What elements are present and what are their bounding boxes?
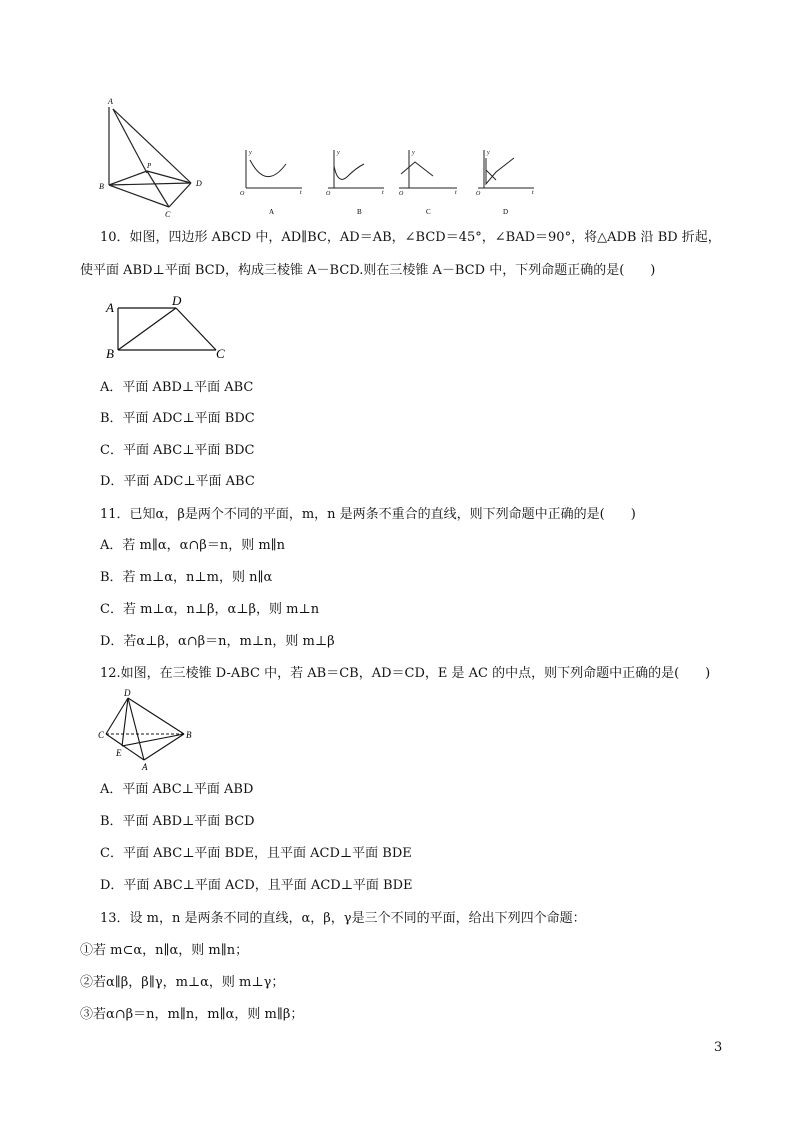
svg-text:t: t xyxy=(382,190,384,196)
q11-option-a[interactable]: A．若 m∥α，α∩β＝n，则 m∥n xyxy=(100,538,286,553)
q10-label-a: A xyxy=(106,300,114,315)
svg-text:t: t xyxy=(300,190,302,196)
graph-label-b: B xyxy=(357,208,362,216)
svg-text:y: y xyxy=(337,150,340,156)
q10-stem-line2: 使平面 ABD⊥平面 BCD，构成三棱锥 A－BCD.则在三棱锥 A－BCD 中，下列命题正确的是( ) xyxy=(80,263,656,278)
q10-trapezoid-figure xyxy=(100,292,240,362)
svg-text:y: y xyxy=(249,150,252,156)
q12-option-c[interactable]: C．平面 ABC⊥平面 BDE，且平面 ACD⊥平面 BDE xyxy=(100,846,412,861)
point-label-b: B xyxy=(99,182,104,191)
q10-option-c[interactable]: C．平面 ABC⊥平面 BDC xyxy=(100,443,255,458)
q13-item-2: ②若α∥β，β∥γ，m⊥α，则 m⊥γ； xyxy=(80,975,285,990)
q11-stem: 11．已知α，β是两个不同的平面，m，n 是两条不重合的直线，则下列命题中正确的是( ) xyxy=(100,507,636,522)
svg-text:O: O xyxy=(399,191,404,197)
q10-option-a[interactable]: A．平面 ABD⊥平面 ABC xyxy=(100,380,254,395)
point-label-c: C xyxy=(165,210,171,219)
q12-option-b[interactable]: B．平面 ABD⊥平面 BCD xyxy=(100,814,255,829)
graph-label-d: D xyxy=(503,208,509,216)
q10-label-c: C xyxy=(216,346,225,361)
q12-pyramid-figure xyxy=(96,688,206,773)
q12-stem: 12.如图，在三棱锥 D-ABC 中，若 AB＝CB，AD＝CD，E 是 AC 的中点，则下列命题中正确的是( ) xyxy=(100,666,711,681)
svg-text:y: y xyxy=(487,150,490,156)
svg-text:O: O xyxy=(476,191,481,197)
svg-text:y: y xyxy=(412,150,415,156)
q13-stem: 13．设 m，n 是两条不同的直线，α，β，γ是三个不同的平面，给出下列四个命题： xyxy=(100,911,586,926)
graph-option-d xyxy=(472,146,542,218)
q12-label-c: C xyxy=(98,730,105,740)
q11-option-c[interactable]: C．若 m⊥α，n⊥β，α⊥β，则 m⊥n xyxy=(100,602,320,617)
graph-label-c: C xyxy=(426,208,431,216)
q10-label-b: B xyxy=(106,346,114,361)
q11-option-d[interactable]: D．若α⊥β，α∩β＝n，m⊥n，则 m⊥β xyxy=(100,634,335,649)
q13-item-3: ③若α∩β＝n，m∥n，m∥α，则 m∥β； xyxy=(80,1007,304,1022)
graph-option-c xyxy=(395,146,465,218)
q10-stem-line1: 10．如图，四边形 ABCD 中，AD∥BC，AD＝AB，∠BCD＝45°，∠BAD＝90°，将△ADB 沿 BD 折起， xyxy=(100,230,721,245)
page-number: 3 xyxy=(714,1040,723,1055)
top-pyramid-figure xyxy=(95,95,215,220)
graph-label-a: A xyxy=(269,208,275,216)
q10-option-b[interactable]: B．平面 ADC⊥平面 BDC xyxy=(100,411,255,426)
q12-label-a: A xyxy=(142,762,148,772)
q12-option-d[interactable]: D．平面 ABC⊥平面 ACD，且平面 ACD⊥平面 BDE xyxy=(100,878,413,893)
point-label-d: D xyxy=(196,179,202,188)
q12-option-a[interactable]: A．平面 ABC⊥平面 ABD xyxy=(100,782,254,797)
q12-label-b: B xyxy=(186,730,192,740)
graph-option-a xyxy=(236,146,306,218)
svg-text:t: t xyxy=(532,190,534,196)
point-label-a: A xyxy=(108,97,113,106)
point-label-p: P xyxy=(147,162,152,170)
graph-option-b xyxy=(322,146,392,218)
q10-option-d[interactable]: D．平面 ADC⊥平面 ABC xyxy=(100,474,255,489)
q12-label-d: D xyxy=(124,688,131,698)
svg-text:O: O xyxy=(326,191,331,197)
q10-label-d: D xyxy=(172,293,182,308)
svg-text:O: O xyxy=(240,191,245,197)
svg-text:t: t xyxy=(455,190,457,196)
q13-item-1: ①若 m⊂α，n∥α，则 m∥n； xyxy=(80,943,249,958)
q11-option-b[interactable]: B．若 m⊥α，n⊥m，则 n∥α xyxy=(100,570,273,585)
q12-label-e: E xyxy=(116,748,122,758)
